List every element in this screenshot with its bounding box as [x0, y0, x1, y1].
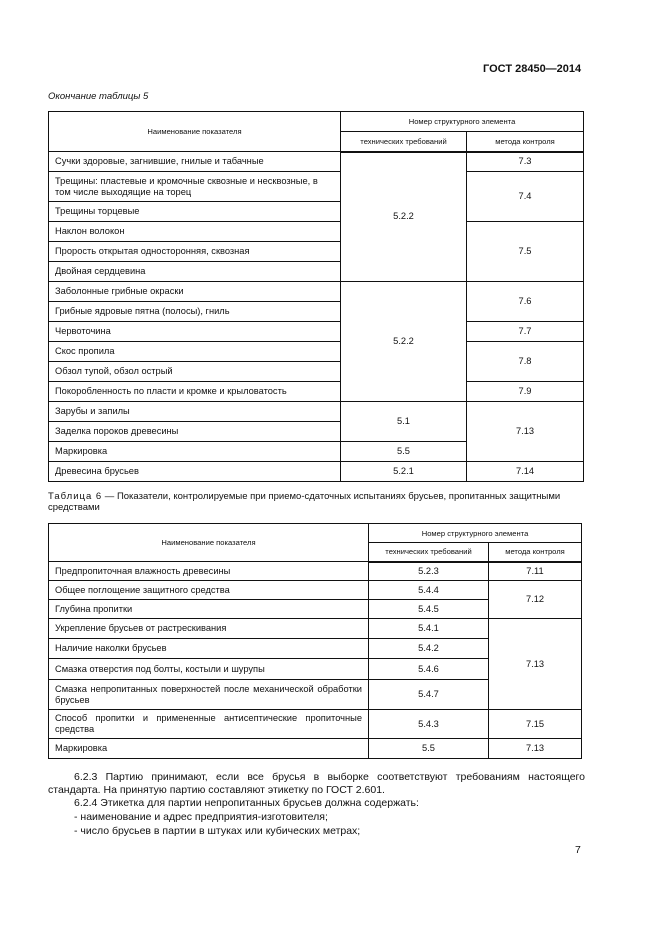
method-cell: 7.12 — [489, 581, 582, 619]
tech-cell: 5.4.6 — [369, 659, 489, 680]
table6-caption — [48, 491, 588, 513]
table-row: Покоробленность по пласти и кромке и крыловатость — [49, 382, 341, 402]
table-row: Древесина брусьев — [49, 462, 341, 482]
table-row: Смазка непропитанных поверхностей после механической обработки брусьев — [49, 680, 369, 710]
method-cell: 7.13 — [467, 402, 584, 462]
table-row: Трещины: пластевые и кромочные сквозные и несквозные, в том числе выходящие на торец — [49, 172, 341, 202]
table-row: Скос пропила — [49, 342, 341, 362]
method-cell: 7.4 — [467, 172, 584, 222]
header-method: метода контроля — [467, 132, 584, 152]
table-row: Предпропиточная влажность древесины — [49, 562, 369, 581]
table-5 — [48, 111, 584, 482]
table-row: Заболонные грибные окраски — [49, 282, 341, 302]
table6-caption-label: Таблица 6 — [48, 491, 103, 502]
tech-cell: 5.2.3 — [369, 562, 489, 581]
paragraph-6-2-4: 6.2.4 Этикетка для партии непропитанных брусьев должна содержать: — [74, 797, 419, 809]
tech-cell: 5.4.4 — [369, 581, 489, 600]
method-cell: 7.8 — [467, 342, 584, 382]
table-row: Червоточина — [49, 322, 341, 342]
table-row: Укрепление брусьев от растрескивания — [49, 619, 369, 639]
tech-cell: 5.4.2 — [369, 639, 489, 659]
header-method: метода контроля — [489, 543, 582, 562]
table5-caption: Окончание таблицы 5 — [48, 91, 149, 102]
method-cell: 7.7 — [467, 322, 584, 342]
method-cell: 7.3 — [467, 152, 584, 172]
tech-cell: 5.1 — [341, 402, 467, 442]
method-cell: 7.9 — [467, 382, 584, 402]
table-row: Смазка отверстия под болты, костыли и шурупы — [49, 659, 369, 680]
table-row: Трещины торцевые — [49, 202, 341, 222]
document-code: ГОСТ 28450—2014 — [483, 63, 582, 75]
tech-cell: 5.4.5 — [369, 600, 489, 619]
method-cell: 7.13 — [489, 619, 582, 710]
table-row: Маркировка — [49, 739, 369, 759]
method-cell: 7.5 — [467, 222, 584, 282]
method-cell: 7.15 — [489, 710, 582, 739]
method-cell: 7.14 — [467, 462, 584, 482]
table-row: Наличие наколки брусьев — [49, 639, 369, 659]
paragraph-6-2-3: 6.2.3 Партию принимают, если все брусья в выборке соответствуют требованиям настоящего стандарта. На принятую партию составляют этикетку по ГОСТ 2.601. — [48, 771, 585, 796]
table-row: Способ пропитки и примененные антисептические пропиточные средства — [49, 710, 369, 739]
table-row: Наклон волокон — [49, 222, 341, 242]
table-row: Общее поглощение защитного средства — [49, 581, 369, 600]
table-6 — [48, 523, 582, 759]
method-cell: 7.11 — [489, 562, 582, 581]
header-group: Номер структурного элемента — [341, 112, 584, 132]
tech-cell: 5.2.2 — [341, 282, 467, 402]
table-row: Обзол тупой, обзол острый — [49, 362, 341, 382]
method-cell: 7.13 — [489, 739, 582, 759]
table6-caption-text: — Показатели, контролируемые при приемо-сдаточных испытаниях брусьев, пропитанных защитными средствами — [48, 491, 561, 513]
table-row: Грибные ядровые пятна (полосы), гниль — [49, 302, 341, 322]
list-item: - наименование и адрес предприятия-изготовителя; — [74, 811, 328, 823]
tech-cell: 5.2.1 — [341, 462, 467, 482]
table-row: Глубина пропитки — [49, 600, 369, 619]
header-name: Наименование показателя — [49, 112, 341, 152]
page-number: 7 — [575, 844, 581, 856]
header-name: Наименование показателя — [49, 524, 369, 562]
table-row: Сучки здоровые, загнившие, гнилые и табачные — [49, 152, 341, 172]
table-row: Маркировка — [49, 442, 341, 462]
tech-cell: 5.4.7 — [369, 680, 489, 710]
tech-cell: 5.4.1 — [369, 619, 489, 639]
method-cell: 7.6 — [467, 282, 584, 322]
tech-cell: 5.2.2 — [341, 152, 467, 282]
table-row: Двойная сердцевина — [49, 262, 341, 282]
header-tech: технических требований — [341, 132, 467, 152]
tech-cell: 5.4.3 — [369, 710, 489, 739]
header-tech: технических требований — [369, 543, 489, 562]
table-row: Зарубы и запилы — [49, 402, 341, 422]
table-row: Прорость открытая односторонняя, сквозная — [49, 242, 341, 262]
tech-cell: 5.5 — [341, 442, 467, 462]
list-item: - число брусьев в партии в штуках или кубических метрах; — [74, 825, 361, 837]
tech-cell: 5.5 — [369, 739, 489, 759]
header-group: Номер структурного элемента — [369, 524, 582, 543]
table-row: Заделка пороков древесины — [49, 422, 341, 442]
